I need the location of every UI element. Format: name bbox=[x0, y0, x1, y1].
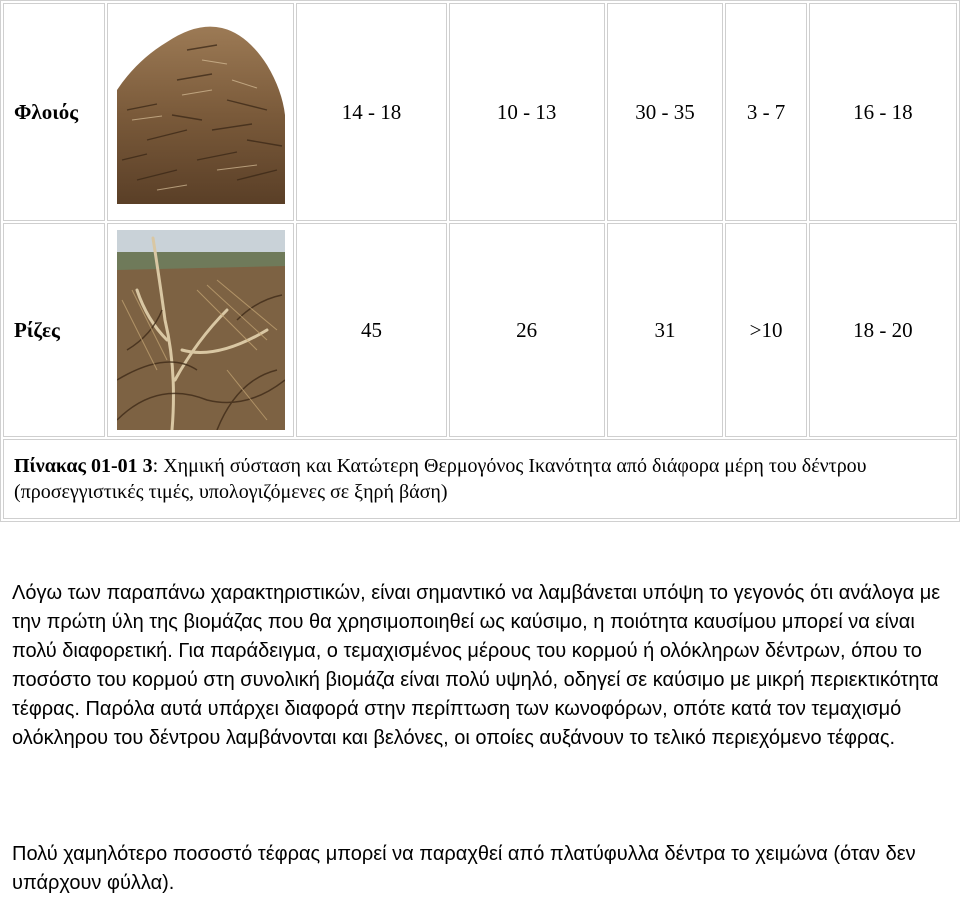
image-cell bbox=[107, 223, 295, 437]
value-cell: 10 - 13 bbox=[449, 3, 605, 221]
caption-row bbox=[3, 439, 957, 519]
image-cell bbox=[107, 3, 295, 221]
value-cell: 16 - 18 bbox=[809, 3, 957, 221]
value-cell: 18 - 20 bbox=[809, 223, 957, 437]
value-cell: 3 - 7 bbox=[725, 3, 806, 221]
row-label: Ρίζες bbox=[3, 223, 105, 437]
table-row bbox=[3, 3, 957, 221]
bark-chips-photo bbox=[117, 20, 285, 204]
table-caption bbox=[3, 439, 957, 519]
body-paragraph: Πολύ χαμηλότερο ποσοστό τέφρας μπορεί να παραχθεί από πλατύφυλλα δέντρα το χειμώνα (όταν δεν υπάρχουν φύλλα). bbox=[12, 843, 916, 894]
caption-text: : Χημική σύσταση και Κατώτερη Θερμογόνος Ικανότητα από διάφορα μέρη του δέντρου (προσεγγιστικές τιμές, υπολογιζόμενες σε ξηρή βάση) bbox=[14, 455, 867, 503]
value-cell: 31 bbox=[607, 223, 724, 437]
value-cell: 26 bbox=[449, 223, 605, 437]
value-cell: >10 bbox=[725, 223, 806, 437]
value-cell: 45 bbox=[296, 223, 446, 437]
caption-label: Πίνακας 01-01 3 bbox=[14, 455, 153, 477]
tree-roots-photo bbox=[117, 230, 285, 430]
value-cell: 14 - 18 bbox=[296, 3, 446, 221]
table-row bbox=[3, 223, 957, 437]
value-cell: 30 - 35 bbox=[607, 3, 724, 221]
row-label: Φλοιός bbox=[3, 3, 105, 221]
body-paragraph: Λόγω των παραπάνω χαρακτηριστικών, είναι σημαντικό να λαμβάνεται υπόψη το γεγονός ότι ανάλογα με την πρώτη ύλη της βιομάζας που θα χρησιμοποιηθεί ως καύσιμο, η ποιότητα καυσίμου μπορεί να είναι πολύ διαφορετική. Για παράδειγμα, ο τεμαχισμένος μέρους του κορμού ή ολόκληρων δέντρων, όπου το ποσόστο του κορμού στη συνολική βιομάζα είναι πολύ υψηλό, οδηγεί σε καύσιμο με μικρή περιεκτικότητα τέφρας. Παρόλα αυτά υπάρχει διαφορά στην περίπτωση των κωνοφόρων, οπότε κατά τον τεμαχισμό ολόκληρου του δέντρου λαμβάνονται και βελόνες, οι οποίες αυξάνουν το τελικό περιεχόμενο τέφρας. bbox=[12, 582, 941, 749]
